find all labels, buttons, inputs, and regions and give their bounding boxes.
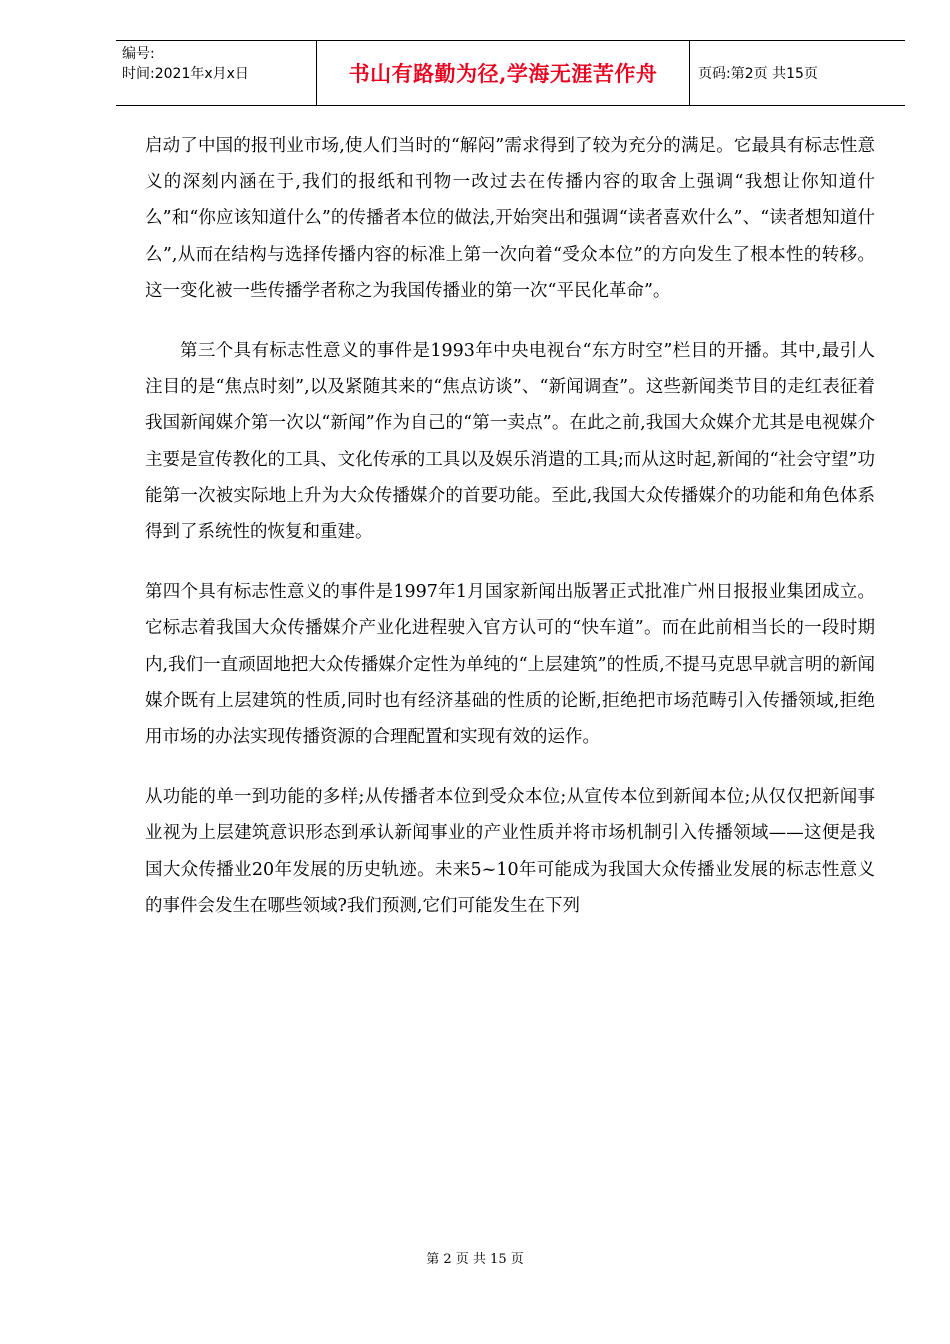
header-meta [116, 41, 316, 105]
page-header [116, 40, 905, 106]
header-page-info: 页码:第2页 共15页 [698, 66, 818, 82]
paragraph-2: 第三个具有标志性意义的事件是1993年中央电视台“东方时空”栏目的开播。其中,最引人注目的是“焦点时刻”,以及紧随其来的“焦点访谈”、“新闻调查”。这些新闻类节目的走红表征着我国新闻媒介第一次以“新闻”作为自己的“第一卖点”。在此之前,我国大众媒介尤其是电视媒介主要是宣传教化的工具、文化传承的工具以及娱乐消遣的工具;而从这时起,新闻的“社会守望”功能第一次被实际地上升为大众传播媒介的首要功能。至此,我国大众传播媒介的功能和角色体系得到了系统性的恢复和重建。 [145, 341, 875, 543]
header-motto: 书山有路勤为径,学海无涯苦作舟 [316, 41, 690, 105]
paragraph-3: 第四个具有标志性意义的事件是1997年1月国家新闻出版署正式批准广州日报报业集团成立。它标志着我国大众传播媒介产业化进程驶入官方认可的“快车道”。而在此前相当长的一段时期内,我们一直顽固地把大众传播媒介定性为单纯的“上层建筑”的性质,不提马克思早就言明的新闻媒介既有上层建筑的性质,同时也有经济基础的性质的论断,拒绝把市场范畴引入传播领域,拒绝用市场的办法实现传播资源的合理配置和实现有效的运作。 [145, 582, 875, 748]
paragraph-1: 启动了中国的报刊业市场,使人们当时的“解闷”需求得到了较为充分的满足。它最具有标志性意义的深刻内涵在于,我们的报纸和刊物一改过去在传播内容的取舍上强调“我想让你知道什么”和“你应该知道什么”的传播者本位的做法,开始突出和强调“读者喜欢什么”、“读者想知道什么”,从而在结构与选择传播内容的标准上第一次向着“受众本位”的方向发生了根本性的转移。这一变化被一些传播学者称之为我国传播业的第一次“平民化革命”。 [145, 136, 875, 301]
serial-label: 编号: [122, 46, 155, 62]
page-footer: 第 2 页 共 15 页 [426, 1252, 524, 1267]
time-label: 时间:2021年x月x日 [122, 66, 249, 82]
paragraph-4: 从功能的单一到功能的多样;从传播者本位到受众本位;从宣传本位到新闻本位;从仅仅把新闻事业视为上层建筑意识形态到承认新闻事业的产业性质并将市场机制引入传播领域——这便是我国大众传播业20年发展的历史轨迹。未来5~10年可能成为我国大众传播业发展的标志性意义的事件会发生在哪些领域?我们预测,它们可能发生在下列 [145, 787, 875, 916]
document-body [145, 128, 875, 948]
